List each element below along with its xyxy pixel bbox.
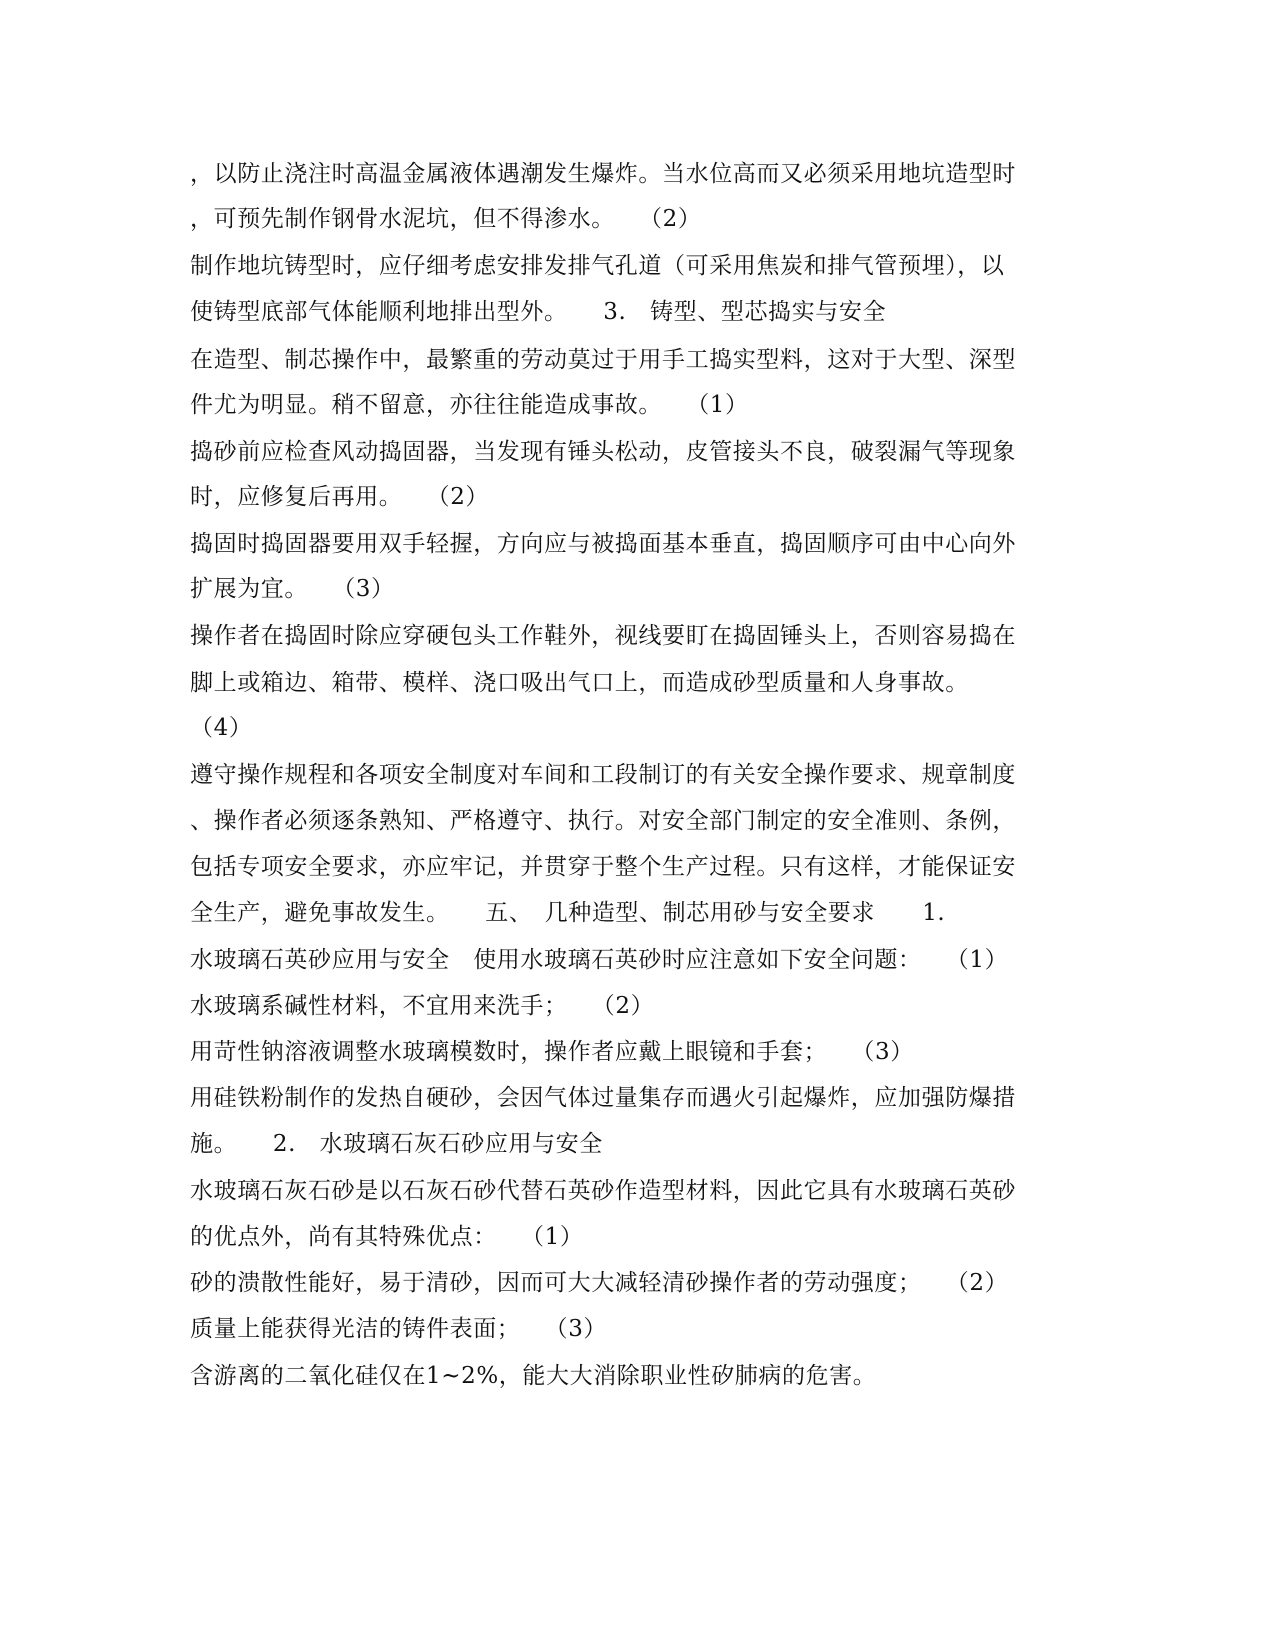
text-line: 在造型、制芯操作中，最繁重的劳动莫过于用手工捣实型料，这对于大型、深型	[190, 347, 1016, 373]
text-line: ，可预先制作钢骨水泥坑，但不得渗水。 （2）	[190, 206, 702, 232]
text-line: 、操作者必须逐条熟知、严格遵守、执行。对安全部门制定的安全准则、条例，	[190, 808, 1016, 834]
text-line: 包括专项安全要求，亦应牢记，并贯穿于整个生产过程。只有这样，才能保证安	[190, 854, 1016, 880]
text-line: 捣砂前应检查风动捣固器，当发现有锤头松动，皮管接头不良，破裂漏气等现象	[190, 439, 1016, 465]
text-line: 全生产，避免事故发生。 五、 几种造型、制芯用砂与安全要求 1.	[190, 900, 946, 926]
text-line: 施。 2. 水玻璃石灰石砂应用与安全	[190, 1131, 603, 1157]
text-line: 时，应修复后再用。 （2）	[190, 484, 490, 510]
text-line: 用硅铁粉制作的发热自硬砂，会因气体过量集存而遇火引起爆炸，应加强防爆措	[190, 1085, 1016, 1111]
text-line: 水玻璃石英砂应用与安全 使用水玻璃石英砂时应注意如下安全问题： （1）	[190, 947, 1009, 973]
text-line: （4）	[190, 715, 253, 741]
text-line: 脚上或箱边、箱带、模样、浇口吸出气口上，而造成砂型质量和人身事故。	[190, 670, 969, 696]
text-line: 含游离的二氧化硅仅在1~2%，能大大消除职业性矽肺病的危害。	[190, 1363, 877, 1389]
text-line: 捣固时捣固器要用双手轻握，方向应与被捣面基本垂直，捣固顺序可由中心向外	[190, 531, 1016, 557]
text-line: 用苛性钠溶液调整水玻璃模数时，操作者应戴上眼镜和手套； （3）	[190, 1039, 914, 1065]
text-line: 扩展为宜。 （3）	[190, 576, 395, 602]
text-line: 使铸型底部气体能顺利地排出型外。 3. 铸型、型芯捣实与安全	[190, 299, 887, 325]
text-line: 水玻璃石灰石砂是以石灰石砂代替石英砂作造型材料，因此它具有水玻璃石英砂	[190, 1178, 1016, 1204]
text-line: 件尤为明显。稍不留意，亦往往能造成事故。 （1）	[190, 392, 749, 418]
text-line: 砂的溃散性能好，易于清砂，因而可大大减轻清砂操作者的劳动强度； （2）	[190, 1270, 1009, 1296]
text-line: 操作者在捣固时除应穿硬包头工作鞋外，视线要盯在捣固锤头上，否则容易捣在	[190, 623, 1016, 649]
text-line: 制作地坑铸型时，应仔细考虑安排发排气孔道（可采用焦炭和排气管预埋），以	[190, 253, 1005, 279]
text-line: 质量上能获得光洁的铸件表面； （3）	[190, 1316, 608, 1342]
text-line: 的优点外，尚有其特殊优点： （1）	[190, 1224, 584, 1250]
text-line: 遵守操作规程和各项安全制度对车间和工段制订的有关安全操作要求、规章制度	[190, 762, 1016, 788]
text-line: ，以防止浇注时高温金属液体遇潮发生爆炸。当水位高而又必须采用地坑造型时	[190, 161, 1016, 187]
text-line: 水玻璃系碱性材料，不宜用来洗手； （2）	[190, 993, 655, 1019]
